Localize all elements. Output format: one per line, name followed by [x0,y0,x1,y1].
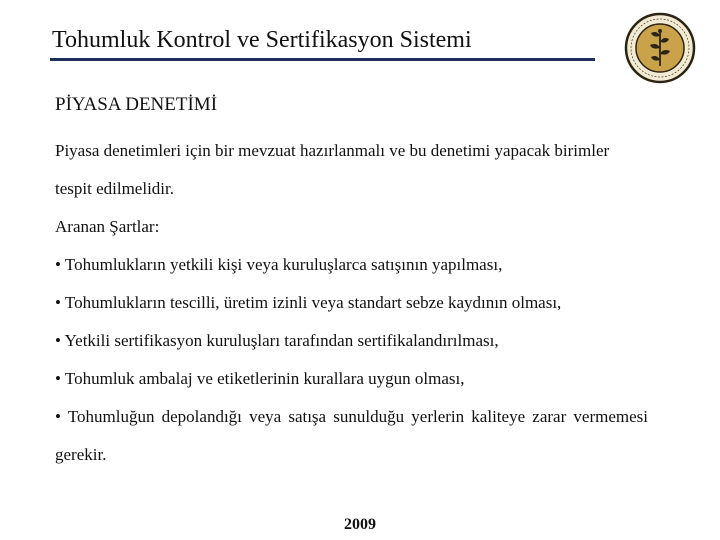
intro-paragraph: Piyasa denetimleri için bir mevzuat hazırlanmalı ve bu denetimi yapacak birimler tespit edilmelidir. [55,141,610,198]
condition-item: • Tohumlukların tescilli, üretim izinli veya standart sebze kaydının olması, [55,293,562,312]
condition-item: • Tohumlukların yetkili kişi veya kuruluşlarca satışının yapılması, [55,255,503,274]
page-title: Tohumluk Kontrol ve Sertifikasyon Sistemi [52,27,472,53]
section-body [55,132,648,474]
footer-year: 2009 [344,516,376,533]
condition-item: • Tohumluğun depolandığı veya satışa sunulduğu yerlerin kaliteye zarar vermemesi gerekir. [55,407,648,464]
condition-item: • Tohumluk ambalaj ve etiketlerinin kurallara uygun olması, [55,369,465,388]
condition-item: • Yetkili sertifikasyon kuruluşları tarafından sertifikalandırılması, [55,331,499,350]
conditions-label: Aranan Şartlar: [55,217,160,236]
title-divider [50,58,595,61]
section-heading: PİYASA DENETİMİ [55,94,218,115]
institution-seal-logo [624,12,696,84]
